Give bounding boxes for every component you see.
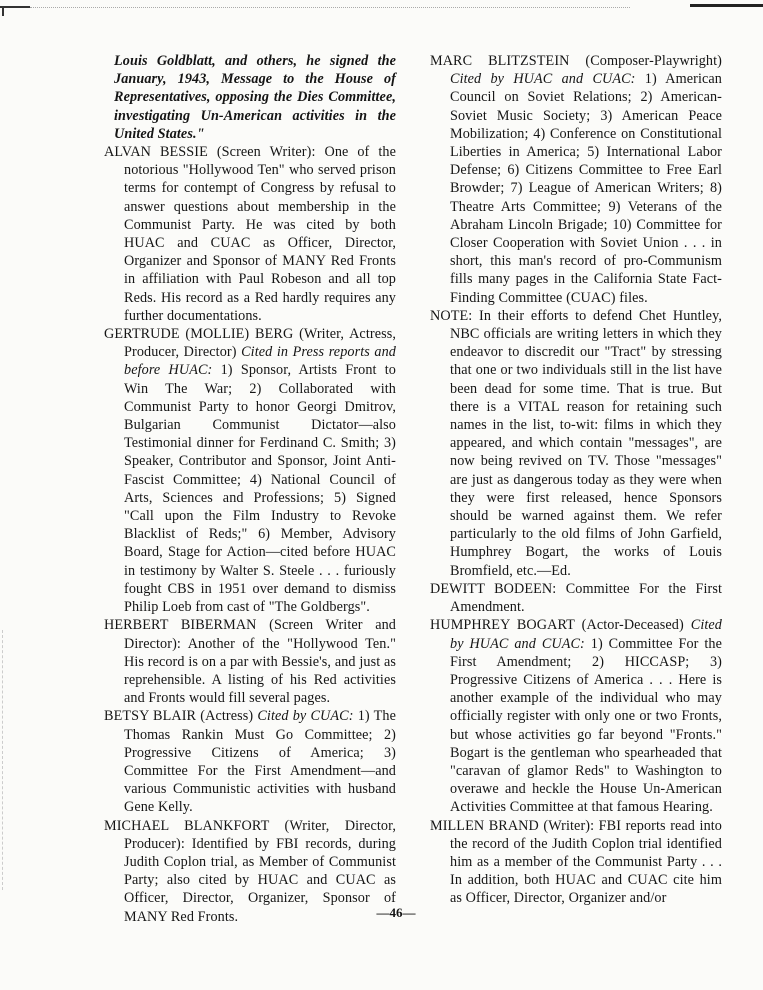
- entry-text: 1) Sponsor, Artists Front to Win The War; 2) Collaborated with Communist Party to honor Georgi Dmitrov, Bulgarian Communist Dictator—also Testimonial dinner for Ferdinand C. Smith; 3) Speaker, Contributor and Sponsor, Joint Anti-Fascist Committee; 4) National Council of Arts, Sciences and Professions; 5) Signed "Call upon the Film Industry to Revoke Blacklist of Reds;" 6) Member, Advisory Board, Stage for Action—cited before HUAC in testimony by Walter S. Steele . . . furiously fought CBS in 1951 over demand to dismiss Philip Loeb from cast of "The Goldbergs".: [124, 362, 397, 616]
- entry-role: (Composer-Playwright): [569, 53, 722, 69]
- entry-role: (Writer, Director, Producer):: [124, 817, 396, 852]
- intro-paragraph: [104, 52, 396, 143]
- entry-name: HERBERT BIBERMAN: [104, 617, 257, 634]
- entry-dewitt-bodeen: [430, 580, 722, 616]
- left-column: [104, 52, 396, 926]
- entry-betsy-blair: [104, 707, 396, 816]
- entry-name: GERTRUDE (MOLLIE) BERG: [104, 326, 294, 343]
- scan-edge: [0, 0, 763, 14]
- entry-text: FBI reports read into the record of the Judith Coplon trial identified him as a member of the Communist Party . . . In addition, both HUAC and CUAC cite him as Officer, Director, Organizer and/or: [450, 817, 722, 907]
- entry-name: ALVAN BESSIE: [104, 144, 208, 161]
- intro-text: Louis Goldblatt, and others, he signed the January, 1943, Message to the House of Representatives, opposing the Dies Committee, investigating Un-American activities in the United States.": [114, 53, 396, 142]
- note-label: NOTE:: [430, 307, 473, 324]
- entry-text: 1) The Thomas Rankin Must Go Committee; 2) Progressive Citizens of America; 3) Committee For the First Amendment—and various Communistic activities with husband Gene Kelly.: [124, 708, 396, 816]
- entry-name: HUMPHREY BOGART: [430, 617, 575, 634]
- entry-name: DEWITT BODEEN:: [430, 580, 557, 597]
- entry-name: MARC BLITZSTEIN: [430, 53, 570, 69]
- entry-gertrude-berg: [104, 325, 396, 616]
- entry-role: (Actor-Deceased): [574, 617, 691, 634]
- margin-mark: [2, 630, 3, 890]
- entry-citation: Cited by HUAC and CUAC:: [450, 71, 636, 88]
- entry-role: [556, 581, 565, 597]
- entry-role: (Screen Writer):: [207, 144, 325, 161]
- entry-citation: Cited by HUAC and CUAC:: [450, 617, 723, 652]
- entry-humphrey-bogart: [430, 616, 722, 816]
- entry-role: (Writer):: [538, 817, 599, 834]
- editorial-note: [430, 307, 722, 580]
- entry-herbert-biberman: [104, 616, 396, 707]
- entry-name: MILLEN BRAND: [430, 817, 539, 834]
- entry-text: Identified by FBI records, during Judith Coplon trial, as Member of Communist Party; also cited by HUAC and CUAC as Officer, Director, Organizer, Sponsor of MANY Red Fronts.: [124, 835, 396, 925]
- entry-text: Another of the "Hollywood Ten." His record is on a par with Bessie's, and just as reprehensible. A listing of his Red activities and Fronts would fill several pages.: [124, 635, 397, 707]
- entry-name: BETSY BLAIR: [104, 708, 197, 725]
- entry-citation: Cited in Press reports and before HUAC:: [124, 344, 397, 379]
- page-number: —46—: [376, 905, 416, 920]
- entry-text: One of the notorious "Hollywood Ten" who served prison terms for contempt of Congress by refusal to answer questions about membership in the Communist Party. He was cited by both HUAC and CUAC as Officer, Director, Organizer and Sponsor of MANY Red Fronts in affiliation with Paul Robeson and all top Reds. His record as a Red hardly requires any further documentations.: [124, 144, 396, 324]
- note-text: In their efforts to defend Chet Huntley, NBC officials are writing letters in which they endeavor to discredit our "Tract" by stressing that one or two individuals still in the list have been dead for some time. That is true. But there is a VITAL reason for retaining such names in the list, to-wit: films in which they appeared, and which contain "messages", are now being revived on TV. Those "messages" are just as dangerous today as they were when they were first released, hence Sponsors should be warned against them. We refer particularly to the old films of John Garfield, Humphrey Bogart, the works of Louis Bromfield, etc.—Ed.: [450, 307, 722, 579]
- entry-role: [472, 308, 479, 324]
- scan-edge-left: [0, 6, 30, 8]
- entry-role: (Actress): [196, 708, 258, 725]
- entry-text: Committee For the First Amendment.: [450, 580, 722, 616]
- entry-name: MICHAEL BLANKFORT: [104, 817, 270, 834]
- entry-text: 1) American Council on Soviet Relations; 2) American-Soviet Music Society; 3) American Peace Mobilization; 4) Conference on Constitutional Liberties in America; 5) International Labor Defense; 6) Citizens Committee to Free Earl Browder; 7) League of American Writers; 8) Theatre Arts Committee; 9) Veterans of the Abraham Lincoln Brigade; 10) Committee for Closer Cooperation with Soviet Union . . . in short, this man's record of pro-Communism fills many pages in the California State Fact-Finding Committee (CUAC) files.: [450, 71, 722, 306]
- right-column: [430, 52, 722, 908]
- entry-text: 1) Committee For the First Amendment; 2) HICCASP; 3) Progressive Citizens of America . . . Here is another example of the individual who may officially register with only one or two Fronts, but whose activities go far beyond "Fronts." Bogart is the gentleman who spearheaded that "caravan of glamor Reds" to Washington to overawe and heckle the House Un-American Activities Committee at that famous Hearing.: [450, 635, 722, 816]
- entry-michael-blankfort: [104, 817, 396, 926]
- entry-role: (Writer, Actress, Producer, Director): [124, 326, 396, 361]
- entry-millen-brand: [430, 817, 722, 908]
- entry-marc-blitzstein: [430, 52, 722, 307]
- entry-citation: Cited by CUAC:: [257, 708, 354, 725]
- scan-edge-right: [690, 4, 763, 7]
- scan-edge-dots: [30, 7, 630, 8]
- entry-role: (Screen Writer and Director):: [124, 617, 396, 652]
- entry-alvan-bessie: [104, 143, 396, 325]
